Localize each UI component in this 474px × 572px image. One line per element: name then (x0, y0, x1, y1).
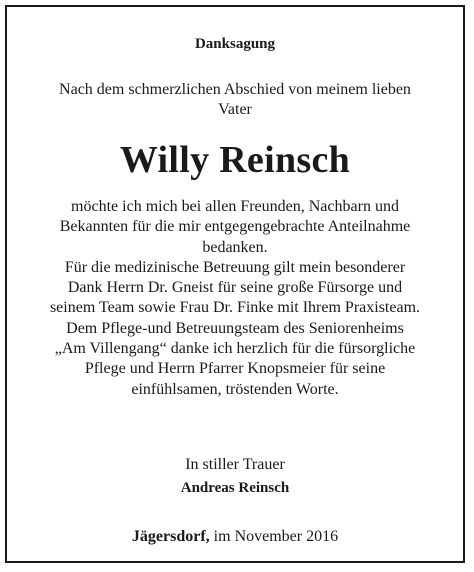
body-line: „Am Villengang“ danke ich herzlich für die fürsorgliche (54, 340, 416, 358)
body-line: einfühlsamen, tröstenden Worte. (131, 380, 339, 398)
body-text (7, 197, 463, 400)
intro-text (7, 80, 463, 120)
body-line: Bekannten für die mir entgegengebrachte Anteilnahme (59, 218, 411, 236)
body-line: Für die medizinische Betreuung gilt mein besonderer (64, 258, 406, 276)
intro-line: Vater (218, 101, 252, 118)
body-line: Dank Herrn Dr. Gneist für seine große Fürsorge und (67, 279, 403, 297)
body-line: Pflege und Herrn Pfarrer Knopsmeier für seine (84, 360, 386, 378)
intro-line: Nach dem schmerzlichen Abschied von meinem lieben (59, 81, 411, 98)
place: Jägersdorf, (131, 528, 210, 545)
deceased-name: Willy Reinsch (119, 139, 351, 181)
place-date (7, 527, 463, 547)
signer-name: Andreas Reinsch (180, 480, 290, 496)
closing-phrase: In stiller Trauer (185, 456, 285, 473)
body-line: bedanken. (202, 238, 268, 256)
body-line: möchte ich mich bei allen Freunden, Nachbarn und (71, 198, 399, 215)
body-line: Dem Pflege-und Betreuungsteam des Seniorenheims (66, 319, 404, 337)
notice-heading: Danksagung (194, 36, 276, 52)
body-line: seinem Team sowie Frau Dr. Finke mit Ihrem Praxisteam. (49, 299, 421, 317)
obituary-notice (5, 5, 465, 563)
date: im November 2016 (209, 528, 339, 545)
